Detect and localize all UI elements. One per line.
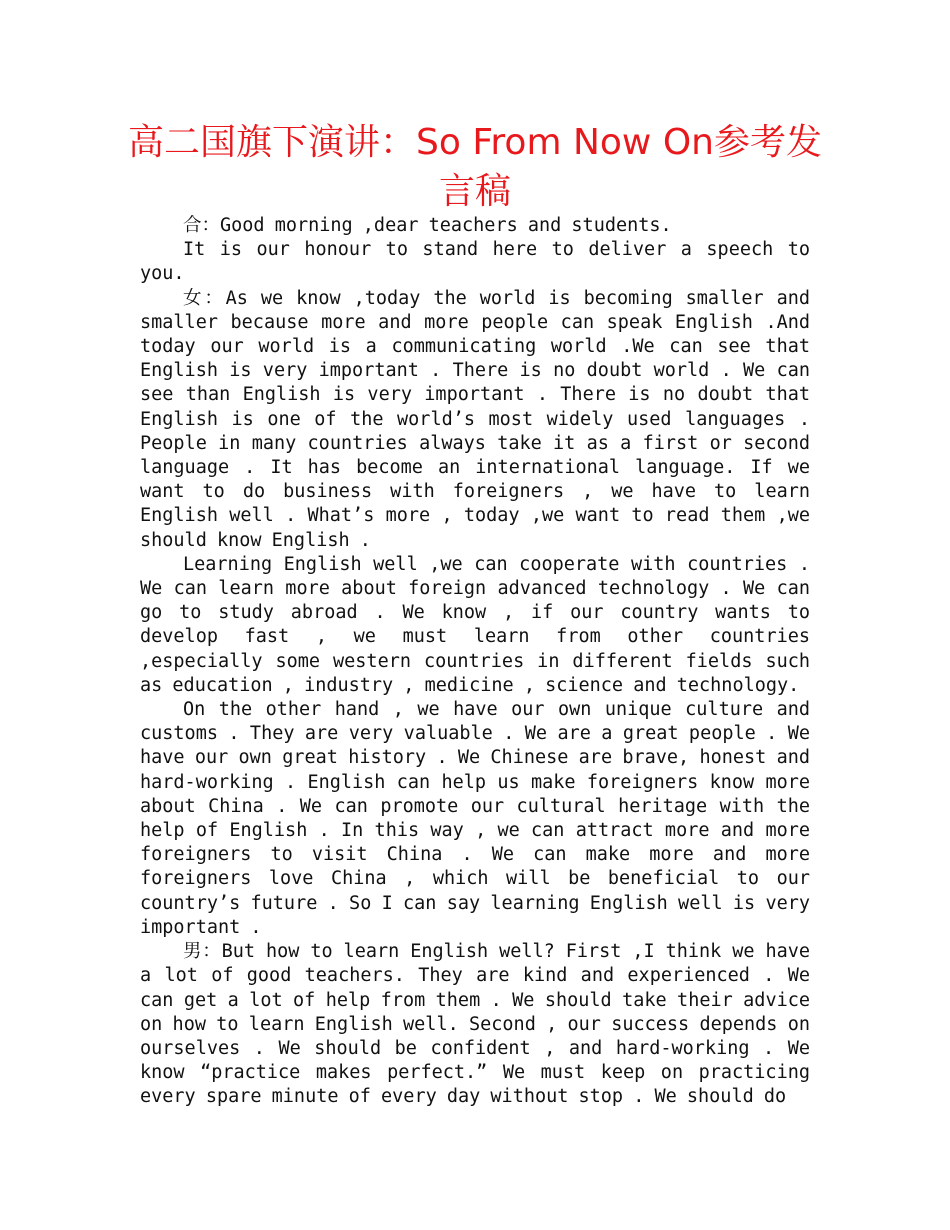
paragraph-how-to-learn: 男：But how to learn English well? First ,I think we have a lot of good teachers. They are kind and experienced . We can get a lot of help from them . We should take their advice on how to learn English well. Second , our success depends on ourselves . We should be confident , and hard-working . We know “practice makes perfect.” We must keep on practicing every spare minute of every day without stop . We should do bbox=[140, 941, 810, 1108]
paragraph-intro: It is our honour to stand here to deliver a speech to you. bbox=[140, 239, 810, 285]
document-body bbox=[140, 214, 810, 1110]
paragraph-cooperation: Learning English well ,we can cooperate with countries . We can learn more about foreign advanced technology . We can go to study abroad . We know , if our country wants to develop fast , we must learn from other countries ,especially some western countries in different fields such as education , industry , medicine , science and technology. bbox=[140, 553, 810, 696]
document-title: 高二国旗下演讲：So From Now On参考发言稿 bbox=[128, 122, 822, 212]
paragraph-greeting: 合：Good morning ,dear teachers and students. bbox=[183, 215, 672, 236]
paragraph-importance: 女：As we know ,today the world is becoming smaller and smaller because more and more people can speak English .And today our world is a communicating world .We can see that English is very important . There is no doubt world . We can see than English is very important . There is no doubt that English is one of the world’s most widely used languages . People in many countries always take it as a first or second language . It has become an international language. If we want to do business with foreigners , we have to learn English well . What’s more , today ,we want to read them ,we should know English . bbox=[140, 287, 810, 551]
paragraph-culture: On the other hand , we have our own unique culture and customs . They are very valuable . We are a great people . We have our own great history . We Chinese are brave, honest and hard-working . English can help us make foreigners know more about China . We can promote our cultural heritage with the help of English . In this way , we can attract more and more foreigners to visit China . We can make more and more foreigners love China , which will be beneficial to our country’s future . So I can say learning English well is very important . bbox=[140, 699, 810, 938]
